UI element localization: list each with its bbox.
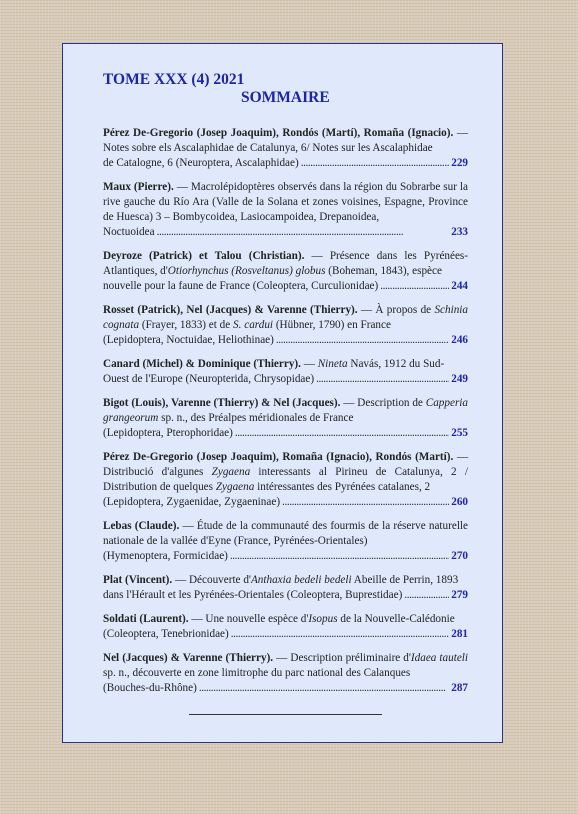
entry-title: — Notes sobre els Ascalaphidae de Catalunya, 6/ Notes sur les Ascalaphidae bbox=[103, 127, 469, 154]
species-name: Idaea tauteli bbox=[410, 652, 469, 664]
volume-title: TOME XXX (4) 2021 bbox=[103, 71, 245, 88]
page-number[interactable]: 246 bbox=[451, 334, 468, 346]
entry-title-end: (Lepidoptera, Zygaenidae, Zygaeninae) bbox=[103, 496, 281, 508]
toc-entry[interactable] bbox=[103, 126, 468, 171]
species-name: Nineta bbox=[317, 358, 348, 370]
entry-title-end: Noctuoidea bbox=[103, 226, 155, 238]
entry-authors: Nel (Jacques) & Varenne (Thierry). bbox=[103, 652, 274, 664]
entry-title: — Une nouvelle espèce d' bbox=[191, 613, 309, 625]
toc-entry[interactable] bbox=[103, 396, 468, 441]
entry-title: — Macrolépidoptères observés dans la région du Sobrarbe sur la rive gauche du Río Ara (Valle de la Solana et zones voisines, Espagne, Province de Huesca) 3 – Bombycoidea, Lasiocampoidea, Drepanoidea, bbox=[103, 181, 468, 223]
entry-authors: Pérez De-Gregorio (Josep Joaquim), Romaña (Ignacio), Rondós (Martí). bbox=[103, 451, 454, 463]
entry-authors: Bigot (Louis), Varenne (Thierry) & Nel (Jacques). bbox=[103, 397, 341, 409]
entry-title: (Boheman, 1843), espèce bbox=[325, 265, 442, 277]
dot-leader bbox=[199, 681, 449, 696]
entry-title-end: (Bouches-du-Rhône) bbox=[103, 682, 197, 694]
species-name: Schinia cognata bbox=[103, 304, 469, 331]
page-number[interactable]: 249 bbox=[451, 373, 468, 385]
page-number[interactable]: 287 bbox=[451, 682, 468, 694]
entry-title: — Distribució d'algunes bbox=[103, 451, 469, 478]
entry-title: interessants al Pirineu de Catalunya, 2 / Distribution de quelques bbox=[103, 466, 468, 493]
entry-title: intéressantes des Pyrénées catalanes, 2 bbox=[254, 481, 431, 493]
entry-title-end: (Lepidoptera, Pterophoridae) bbox=[103, 427, 233, 439]
entry-authors: Rosset (Patrick), Nel (Jacques) & Varenne (Thierry). bbox=[103, 304, 358, 316]
entry-title: Navás, 1912 du Sud- bbox=[347, 358, 445, 370]
toc-entry[interactable] bbox=[103, 357, 468, 387]
page-number[interactable]: 255 bbox=[451, 427, 468, 439]
species-name: Zygaena bbox=[215, 481, 255, 493]
dot-leader bbox=[404, 588, 449, 603]
entry-title-end: de Catalogne, 6 (Neuroptera, Ascalaphidae) bbox=[103, 157, 299, 169]
entry-title: (Frayer, 1833) et de bbox=[139, 319, 234, 331]
entry-authors: Pérez De-Gregorio (Josep Joaquim), Rondós (Martí), Romaña (Ignacio). bbox=[103, 127, 454, 139]
page-number[interactable]: 281 bbox=[451, 628, 468, 640]
dot-leader bbox=[380, 279, 449, 294]
entry-title: — Présence dans les Pyrénées-Atlantiques, d' bbox=[103, 250, 469, 277]
contents-heading: SOMMAIRE bbox=[241, 89, 330, 106]
entry-title: — Étude de la communauté des fourmis de la réserve naturelle nationale de la vallée d'Eyne (France, Pyrénées-Orientales) bbox=[103, 520, 469, 547]
dot-leader bbox=[157, 225, 450, 240]
entry-title: — bbox=[303, 358, 318, 370]
toc-entry[interactable] bbox=[103, 573, 468, 603]
toc-entry[interactable] bbox=[103, 249, 468, 294]
species-name: Zygaena bbox=[211, 466, 251, 478]
toc-entry[interactable] bbox=[103, 180, 468, 240]
dot-leader bbox=[316, 372, 449, 387]
separator-rule bbox=[189, 714, 382, 715]
entry-title-end: dans l'Hérault et les Pyrénées-Orientales (Coleoptera, Buprestidae) bbox=[103, 589, 403, 601]
contents-list bbox=[103, 126, 468, 696]
toc-entry[interactable] bbox=[103, 450, 468, 510]
entry-title-end: nouvelle pour la faune de France (Coleoptera, Curculionidae) bbox=[103, 280, 379, 292]
page-number[interactable]: 270 bbox=[451, 550, 468, 562]
entry-title: — Description préliminaire d' bbox=[276, 652, 411, 664]
dot-leader bbox=[230, 549, 449, 564]
entry-title: de la Nouvelle-Calédonie bbox=[337, 613, 455, 625]
page-number[interactable]: 260 bbox=[451, 496, 468, 508]
toc-entry[interactable] bbox=[103, 519, 468, 564]
species-name: Otiorhynchus (Rosveltanus) globus bbox=[167, 265, 326, 277]
entry-title: — À propos de bbox=[360, 304, 435, 316]
dot-leader bbox=[276, 333, 449, 348]
entry-title-end: Ouest de l'Europe (Neuropterida, Chrysopidae) bbox=[103, 373, 315, 385]
dot-leader bbox=[235, 426, 449, 441]
species-name: S. cardui bbox=[233, 319, 274, 331]
entry-title-end: (Lepidoptera, Noctuidae, Heliothinae) bbox=[103, 334, 274, 346]
page-number[interactable]: 233 bbox=[451, 226, 468, 238]
toc-entry[interactable] bbox=[103, 612, 468, 642]
species-name: Anthaxia bedeli bedeli bbox=[250, 574, 352, 586]
entry-title: sp. n., découverte en zone limitrophe du parc national des Calanques bbox=[103, 667, 411, 679]
toc-entry[interactable] bbox=[103, 651, 468, 696]
page-number[interactable]: 244 bbox=[451, 280, 468, 292]
page-number[interactable]: 229 bbox=[451, 157, 468, 169]
entry-title: sp. n., des Préalpes méridionales de France bbox=[158, 412, 354, 424]
entry-authors: Soldati (Laurent). bbox=[103, 613, 189, 625]
dot-leader bbox=[231, 627, 449, 642]
entry-authors: Lebas (Claude). bbox=[103, 520, 180, 532]
entry-authors: Maux (Pierre). bbox=[103, 181, 174, 193]
entry-title: Abeille de Perrin, 1893 bbox=[351, 574, 459, 586]
dot-leader bbox=[282, 495, 449, 510]
toc-entry[interactable] bbox=[103, 303, 468, 348]
entry-authors: Plat (Vincent). bbox=[103, 574, 173, 586]
dot-leader bbox=[301, 156, 450, 171]
entry-authors: Canard (Michel) & Dominique (Thierry). bbox=[103, 358, 301, 370]
species-name: Capperia grangeorum bbox=[103, 397, 468, 424]
entry-title: — Découverte d' bbox=[174, 574, 251, 586]
entry-authors: Deyroze (Patrick) et Talou (Christian). bbox=[103, 250, 305, 262]
species-name: Isopus bbox=[308, 613, 338, 625]
page-number[interactable]: 279 bbox=[451, 589, 468, 601]
entry-title-end: (Coleoptera, Tenebrionidae) bbox=[103, 628, 229, 640]
entry-title: — Description de bbox=[343, 397, 426, 409]
entry-title-end: (Hymenoptera, Formicidae) bbox=[103, 550, 228, 562]
entry-title: (Hübner, 1790) en France bbox=[273, 319, 391, 331]
table-of-contents-page bbox=[62, 43, 503, 743]
